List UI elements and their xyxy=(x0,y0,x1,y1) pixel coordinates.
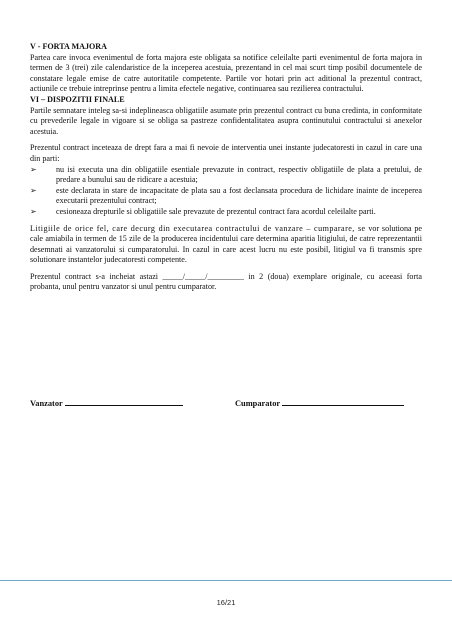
section-heading-force-majeure: V - FORTA MAJORA xyxy=(30,42,107,51)
section-heading-final-provisions: VI – DISPOZITII FINALE xyxy=(30,94,125,104)
buyer-label: Cumparator xyxy=(235,399,280,408)
contract-text xyxy=(30,42,422,293)
list-item xyxy=(30,165,422,186)
list-item-text: nu isi executa una din obligatiile esentiale prevazute in contract, respectiv obligatiile de plata a pretului, de predare a bunului sau de ridicare a acestuia; xyxy=(56,164,422,185)
arrow-bullet-icon: ➢ xyxy=(30,164,37,174)
list-item xyxy=(30,207,422,218)
seller-signature xyxy=(30,397,183,408)
contract-concluded-paragraph: Prezentul contract s-a incheiat astazi _____/_____/_________ in 2 (doua) exemplare originale, cu aceeasi forta probanta, unul pentru vanzator si unul pentru cumparator. xyxy=(30,271,422,292)
list-item-text: este declarata in stare de incapacitate de plata sau a fost declansata procedura de lichidare inainte de inceperea executarii prezentului contract; xyxy=(56,185,422,206)
footer-divider xyxy=(0,580,452,581)
buyer-signature xyxy=(235,397,404,408)
disputes-rest: vor solutiona pe cale amiabila in termen de 15 zile de la producerea incidentului care determina aparitia litigiului, de catre reprezentantii desemnati ai vanzatorului si cumparatorului. In cazul in care acest lucru nu este posibil, litigiul va fi transmis spre solutionare instantelor judecatoresti competente. xyxy=(30,223,422,265)
buyer-signature-line xyxy=(282,397,404,406)
page-number: 16/21 xyxy=(216,598,236,607)
disputes-first-line: Litigiile de orice fel, care decurg din executarea contractului de vanzare – cumparare, se xyxy=(30,223,366,233)
good-faith-paragraph: Partile semnatare inteleg sa-si indeplineasca obligatiile asumate prin prezentul contract cu buna credinta, in conformitate cu prevederile legale in vigoare si se obliga sa pastreze confidentalitatea asupra continutului contractului si anexelor acestuia. xyxy=(30,105,422,136)
seller-label: Vanzator xyxy=(30,399,63,408)
seller-signature-line xyxy=(65,397,183,406)
list-item xyxy=(30,186,422,207)
force-majeure-paragraph: Partea care invoca evenimentul de forta majora este obligata sa notifice celeilalte parti evenimentul de forta majora in termen de 3 (trei) zile calendaristice de la inceperea acestuia, prezentand in cel mai scurt timp posibil documentele de constatare legale emise de catre autoritatile competente. Partile vor hotari prin act aditional la prezentul contract, actiunile ce trebuie intreprinse pentru a limita efectele negative, continuarea sau rezilierea contractului. xyxy=(30,52,422,94)
termination-intro-paragraph: Prezentul contract inceteaza de drept fara a mai fi nevoie de interventia unei instante judecatoresti in cazul in care una din parti: xyxy=(30,143,422,163)
termination-conditions-list xyxy=(30,165,422,218)
arrow-bullet-icon: ➢ xyxy=(30,206,37,216)
list-item-text: cesioneaza drepturile si obligatiile sale prevazute de prezentul contract fara acordul celeilalte parti. xyxy=(56,206,376,216)
arrow-bullet-icon: ➢ xyxy=(30,185,37,195)
disputes-paragraph xyxy=(30,224,422,266)
